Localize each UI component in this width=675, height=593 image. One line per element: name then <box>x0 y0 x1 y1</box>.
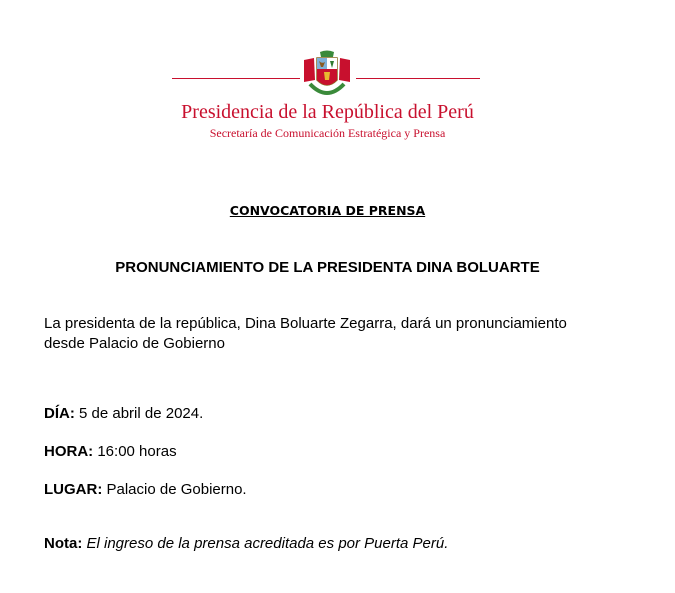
day-field <box>44 405 203 422</box>
day-label: DÍA: <box>44 405 75 422</box>
document-title: PRONUNCIAMIENTO DE LA PRESIDENTA DINA BOLUARTE <box>115 259 540 276</box>
note-label: Nota: <box>44 535 83 552</box>
intro-line-1: La presidenta de la república, Dina Boluarte Zegarra, dará un pronunciamiento <box>44 315 567 332</box>
time-label: HORA: <box>44 443 94 460</box>
time-field <box>44 443 177 460</box>
document-type-heading: CONVOCATORIA DE PRENSA <box>229 203 426 218</box>
note <box>44 535 448 552</box>
place-value: Palacio de Gobierno. <box>106 481 247 498</box>
letterhead-rule-right <box>356 78 480 79</box>
intro-paragraph <box>44 314 644 354</box>
letterhead-rule-left <box>172 78 300 79</box>
place-label: LUGAR: <box>44 481 103 498</box>
peru-coat-of-arms-icon <box>300 50 354 100</box>
intro-line-2: desde Palacio de Gobierno <box>44 335 225 352</box>
institution-name: Presidencia de la República del Perú <box>181 101 474 123</box>
note-value: El ingreso de la prensa acreditada es por Puerta Perú. <box>86 535 449 552</box>
time-value: 16:00 horas <box>97 443 177 460</box>
place-field <box>44 481 247 498</box>
day-value: 5 de abril de 2024. <box>79 405 204 422</box>
office-name: Secretaría de Comunicación Estratégica y Prensa <box>209 126 446 140</box>
